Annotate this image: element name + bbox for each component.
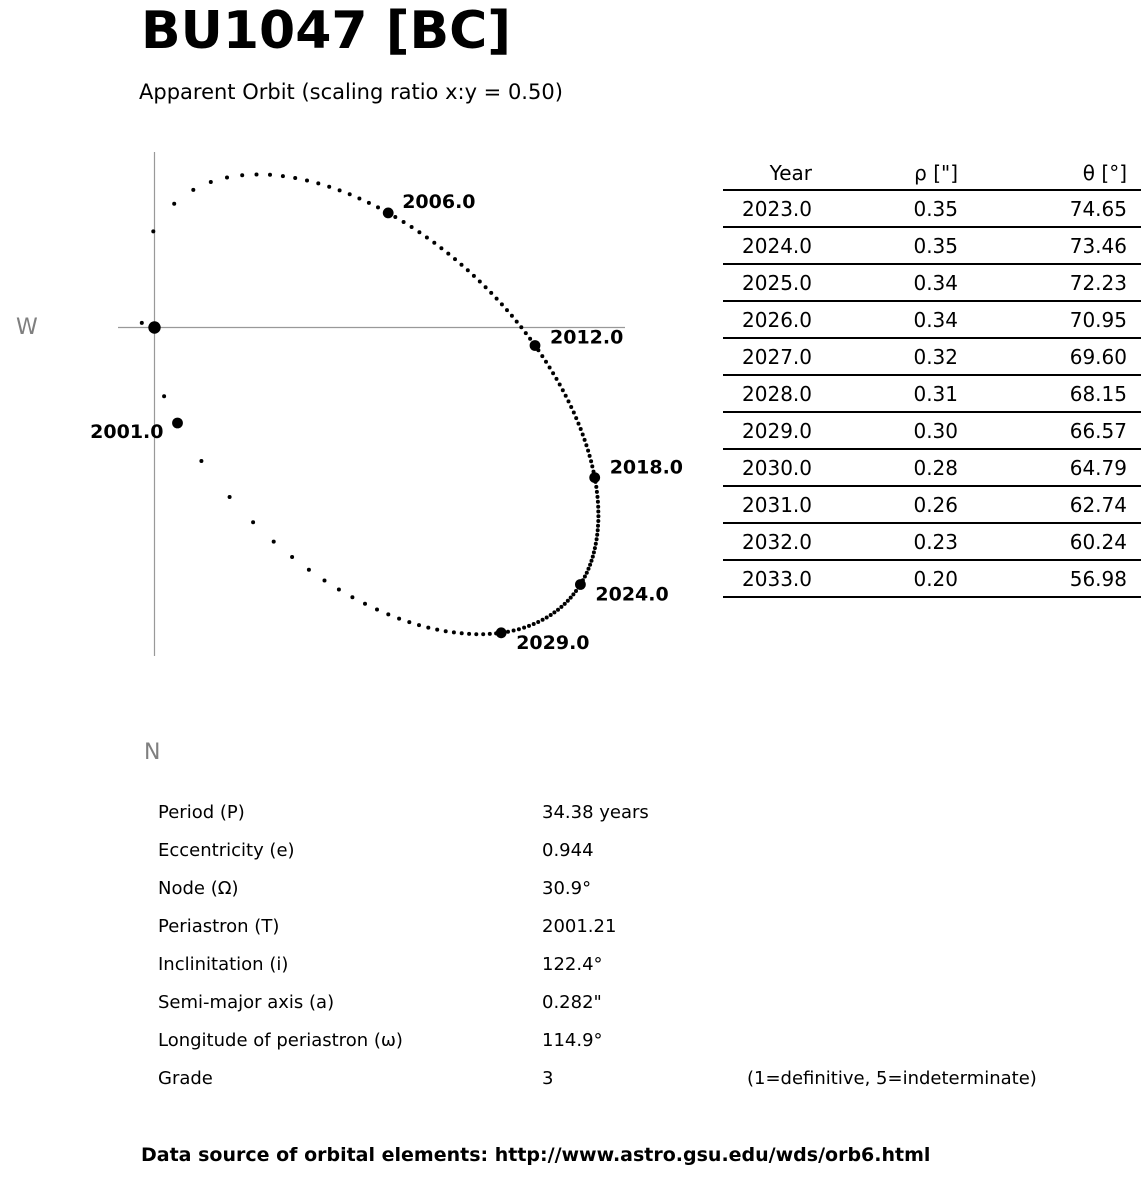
- orbit-dot: [410, 225, 414, 229]
- ephemeris-cell: 2030.0: [723, 449, 812, 486]
- orbit-dot: [574, 416, 578, 420]
- ephemeris-row: [723, 486, 1141, 523]
- orbit-dot: [240, 173, 244, 177]
- orbit-dot: [584, 443, 588, 447]
- orbit-dot: [512, 629, 516, 633]
- epoch-label: 2006.0: [402, 190, 476, 213]
- orbital-element-label: Periastron (T): [158, 915, 280, 937]
- orbital-element-value: 2001.21: [542, 915, 617, 937]
- orbit-dot: [199, 459, 203, 463]
- ephemeris-cell: 2024.0: [723, 227, 812, 264]
- orbit-dot: [596, 495, 600, 499]
- orbit-dot: [209, 180, 213, 184]
- orbit-dot: [305, 179, 309, 183]
- orbit-dot: [588, 454, 592, 458]
- orbit-dot: [281, 174, 285, 178]
- orbit-dot: [583, 575, 587, 579]
- orbit-dot: [596, 500, 600, 504]
- ephemeris-cell: 0.35: [812, 190, 958, 227]
- orbital-element-row: [158, 983, 1037, 1021]
- ephemeris-cell: 0.26: [812, 486, 958, 523]
- ephemeris-row: [723, 449, 1141, 486]
- orbital-element-value: 114.9°: [542, 1029, 603, 1051]
- west-direction-label: W: [16, 315, 38, 340]
- orbit-dot: [500, 302, 504, 306]
- orbital-element-row: [158, 831, 1037, 869]
- orbit-dot: [527, 624, 531, 628]
- orbit-dot: [583, 438, 587, 442]
- ephemeris-row: [723, 412, 1141, 449]
- orbit-dot: [522, 626, 526, 630]
- orbit-dot: [591, 555, 595, 559]
- orbit-dot: [162, 394, 166, 398]
- orbit-dot: [555, 377, 559, 381]
- ephemeris-header-cell: Year: [723, 157, 812, 190]
- orbit-dot: [596, 505, 600, 509]
- orbit-dot: [488, 632, 492, 636]
- ephemeris-cell: 70.95: [958, 301, 1141, 338]
- ephemeris-table-header: [723, 157, 1141, 190]
- page-subtitle: Apparent Orbit (scaling ratio x:y = 0.50): [139, 80, 563, 104]
- orbital-elements-list: [158, 793, 1037, 1097]
- ephemeris-cell: 2028.0: [723, 375, 812, 412]
- ephemeris-cell: 0.34: [812, 264, 958, 301]
- orbital-element-value: 0.944: [542, 839, 594, 861]
- orbit-dot: [290, 555, 294, 559]
- orbit-dot: [316, 181, 320, 185]
- orbit-dot: [532, 622, 536, 626]
- page-title: BU1047 [BC]: [141, 1, 512, 61]
- epoch-dot: [530, 340, 541, 351]
- orbit-dot: [551, 371, 555, 375]
- orbital-element-row: [158, 869, 1037, 907]
- orbit-dot: [569, 596, 573, 600]
- orbit-dot: [293, 176, 297, 180]
- orbit-dot: [552, 610, 556, 614]
- ephemeris-cell: 2031.0: [723, 486, 812, 523]
- orbit-dot: [594, 542, 598, 546]
- ephemeris-cell: 73.46: [958, 227, 1141, 264]
- ephemeris-row: [723, 523, 1141, 560]
- orbital-element-label: Semi-major axis (a): [158, 991, 335, 1013]
- ephemeris-cell: 66.57: [958, 412, 1141, 449]
- orbit-dot: [327, 185, 331, 189]
- ephemeris-row: [723, 190, 1141, 227]
- orbit-dot: [425, 236, 429, 240]
- orbit-dot: [587, 567, 591, 571]
- orbit-dot: [579, 427, 583, 431]
- orbit-dot: [536, 620, 540, 624]
- orbit-dot: [228, 495, 232, 499]
- ephemeris-row: [723, 301, 1141, 338]
- ephemeris-cell: 0.23: [812, 523, 958, 560]
- orbit-dot: [585, 571, 589, 575]
- orbit-dot: [407, 620, 411, 624]
- orbit-dot: [577, 422, 581, 426]
- orbit-dot: [338, 188, 342, 192]
- orbit-dot: [484, 285, 488, 289]
- orbit-dot: [357, 197, 361, 201]
- ephemeris-cell: 2027.0: [723, 338, 812, 375]
- orbit-dot: [589, 459, 593, 463]
- orbit-dot: [545, 616, 549, 620]
- orbit-dot: [566, 599, 570, 603]
- ephemeris-cell: 64.79: [958, 449, 1141, 486]
- orbital-element-row: [158, 793, 1037, 831]
- epoch-label: 2024.0: [595, 583, 669, 606]
- ephemeris-header-row: [723, 157, 1141, 190]
- orbit-dot: [561, 388, 565, 392]
- ephemeris-table-body: [723, 190, 1141, 597]
- orbit-dot: [572, 411, 576, 415]
- orbit-dot: [592, 550, 596, 554]
- orbit-dot: [567, 399, 571, 403]
- orbit-dot: [386, 612, 390, 616]
- epoch-dot: [575, 579, 586, 590]
- orbit-dot: [517, 627, 521, 631]
- orbital-element-row: [158, 907, 1037, 945]
- orbit-dot: [505, 308, 509, 312]
- orbit-dot: [595, 533, 599, 537]
- orbital-element-value: 3: [542, 1067, 554, 1089]
- ephemeris-cell: 0.31: [812, 375, 958, 412]
- orbital-element-value: 122.4°: [542, 953, 603, 975]
- orbit-dot: [489, 291, 493, 295]
- epoch-dot: [172, 418, 183, 429]
- epoch-label: 2018.0: [609, 456, 684, 479]
- orbital-element-label: Period (P): [158, 801, 245, 823]
- orbit-dot: [481, 632, 485, 636]
- orbit-dot: [444, 629, 448, 633]
- orbit-dot: [556, 608, 560, 612]
- orbit-dot: [466, 268, 470, 272]
- orbit-dot: [548, 366, 552, 370]
- orbital-element-value: 30.9°: [542, 877, 592, 899]
- primary-star-dot: [148, 321, 160, 333]
- ephemeris-cell: 0.32: [812, 338, 958, 375]
- orbit-dot: [376, 205, 380, 209]
- orbit-dot: [402, 220, 406, 224]
- orbital-element-label: Longitude of periastron (ω): [158, 1029, 403, 1051]
- orbit-dot: [596, 524, 600, 528]
- orbit-dot: [563, 602, 567, 606]
- orbit-dot: [478, 280, 482, 284]
- orbit-dot: [151, 229, 155, 233]
- orbital-element-label: Inclinitation (i): [158, 953, 289, 975]
- orbit-dot: [255, 173, 259, 177]
- orbit-dot: [495, 297, 499, 301]
- orbit-dot: [590, 464, 594, 468]
- orbit-dot: [460, 631, 464, 635]
- orbit-dot: [588, 563, 592, 567]
- orbit-dot: [452, 630, 456, 634]
- ephemeris-cell: 2026.0: [723, 301, 812, 338]
- orbit-dot: [435, 628, 439, 632]
- orbit-dot: [564, 394, 568, 398]
- ephemeris-cell: 0.34: [812, 301, 958, 338]
- orbit-dot: [453, 257, 457, 261]
- orbit-dot: [594, 485, 598, 489]
- ephemeris-cell: 62.74: [958, 486, 1141, 523]
- orbit-dot: [574, 589, 578, 593]
- orbit-dot: [172, 202, 176, 206]
- orbit-dot: [596, 528, 600, 532]
- ephemeris-cell: 2023.0: [723, 190, 812, 227]
- orbital-element-label: Node (Ω): [158, 877, 239, 899]
- orbital-element-label: Grade: [158, 1067, 213, 1089]
- orbit-dot: [446, 252, 450, 256]
- orbit-dot: [596, 514, 600, 518]
- orbit-dot: [140, 321, 144, 325]
- epoch-label: 2001.0: [90, 421, 164, 443]
- orbit-dot: [558, 383, 562, 387]
- orbit-dot: [460, 263, 464, 267]
- ephemeris-row: [723, 560, 1141, 597]
- orbit-dot: [323, 579, 327, 583]
- ephemeris-cell: 72.23: [958, 264, 1141, 301]
- ephemeris-cell: 2029.0: [723, 412, 812, 449]
- ephemeris-cell: 0.30: [812, 412, 958, 449]
- orbit-dot: [474, 632, 478, 636]
- orbit-dot: [426, 626, 430, 630]
- orbit-dot: [524, 331, 528, 335]
- orbit-dot: [350, 595, 354, 599]
- ephemeris-row: [723, 338, 1141, 375]
- orbit-dot: [307, 568, 311, 572]
- orbit-dot: [337, 588, 341, 592]
- epoch-dot: [496, 627, 507, 638]
- orbital-element-row: [158, 945, 1037, 983]
- orbit-dot: [590, 559, 594, 563]
- orbit-dot: [549, 613, 553, 617]
- data-source-footer: Data source of orbital elements: http://www.astro.gsu.edu/wds/orb6.html: [141, 1144, 931, 1166]
- orbit-dot: [510, 314, 514, 318]
- epoch-label: 2029.0: [516, 631, 590, 654]
- orbital-element-row: [158, 1021, 1037, 1059]
- ephemeris-table: [723, 157, 1141, 598]
- orbit-dot: [191, 188, 195, 192]
- north-direction-label: N: [144, 740, 161, 765]
- ephemeris-cell: 0.35: [812, 227, 958, 264]
- orbit-dot: [251, 520, 255, 524]
- orbit-dot: [272, 540, 276, 544]
- orbit-dot: [593, 546, 597, 550]
- orbit-dot: [432, 241, 436, 245]
- ephemeris-cell: 2033.0: [723, 560, 812, 597]
- orbit-dot: [540, 354, 544, 358]
- orbit-dot: [268, 173, 272, 177]
- ephemeris-cell: 2032.0: [723, 523, 812, 560]
- orbit-dot: [393, 215, 397, 219]
- orbit-dot: [569, 405, 573, 409]
- ephemeris-header-cell: ρ ["]: [812, 157, 958, 190]
- orbit-dot: [581, 433, 585, 437]
- orbit-dot: [367, 201, 371, 205]
- ephemeris-cell: 0.20: [812, 560, 958, 597]
- orbit-dot: [472, 274, 476, 278]
- epoch-label: 2012.0: [550, 326, 624, 349]
- ephemeris-cell: 60.24: [958, 523, 1141, 560]
- ephemeris-cell: 74.65: [958, 190, 1141, 227]
- grade-note: (1=definitive, 5=indeterminate): [747, 1067, 1037, 1089]
- ephemeris-cell: 69.60: [958, 338, 1141, 375]
- orbit-dot: [595, 490, 599, 494]
- orbit-dot: [571, 592, 575, 596]
- orbit-dot: [515, 320, 519, 324]
- orbit-dot: [397, 617, 401, 621]
- orbit-dot: [596, 510, 600, 514]
- orbital-element-label: Eccentricity (e): [158, 839, 295, 861]
- ephemeris-row: [723, 375, 1141, 412]
- ephemeris-cell: 0.28: [812, 449, 958, 486]
- ephemeris-header-cell: θ [°]: [958, 157, 1141, 190]
- ephemeris-cell: 2025.0: [723, 264, 812, 301]
- orbit-dot: [439, 246, 443, 250]
- orbit-dot: [595, 537, 599, 541]
- orbit-dot: [417, 623, 421, 627]
- orbit-dot: [541, 618, 545, 622]
- orbit-dot: [375, 608, 379, 612]
- ephemeris-row: [723, 264, 1141, 301]
- orbit-dot: [528, 337, 532, 341]
- ephemeris-cell: 68.15: [958, 375, 1141, 412]
- epoch-dot: [589, 472, 600, 483]
- ephemeris-cell: 56.98: [958, 560, 1141, 597]
- orbit-dot: [559, 605, 563, 609]
- orbital-element-value: 0.282": [542, 991, 602, 1013]
- orbit-dot: [596, 519, 600, 523]
- orbit-dot: [506, 630, 510, 634]
- orbit-dot: [519, 325, 523, 329]
- orbital-element-value: 34.38 years: [542, 801, 649, 823]
- orbit-dot: [417, 230, 421, 234]
- orbital-element-row: [158, 1059, 1037, 1097]
- epoch-dot: [383, 208, 394, 219]
- orbit-dot: [467, 632, 471, 636]
- orbit-dot: [348, 192, 352, 196]
- orbit-dot: [586, 449, 590, 453]
- orbit-dot: [544, 360, 548, 364]
- orbit-dot: [225, 176, 229, 180]
- orbit-dot: [363, 602, 367, 606]
- ephemeris-row: [723, 227, 1141, 264]
